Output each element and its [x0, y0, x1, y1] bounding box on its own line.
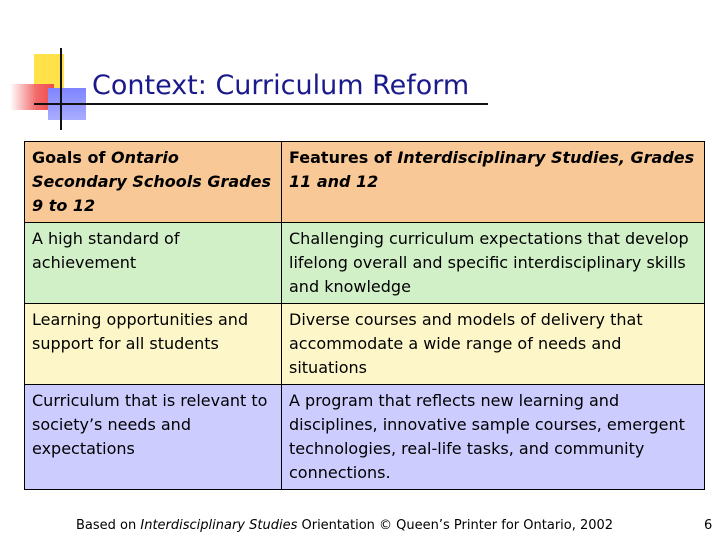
header-goals-cell: [25, 142, 282, 223]
goal-cell: Learning opportunities and support for all students: [25, 304, 282, 385]
curriculum-table: [24, 141, 705, 490]
header-goals-italic: Ontario Secondary Schools Grades 9 to 12: [32, 148, 271, 215]
source-citation: [76, 518, 613, 533]
citation-italic: Interdisciplinary Studies: [140, 518, 298, 533]
feature-cell: Challenging curriculum expectations that develop lifelong overall and specific interdisciplinary skills and knowledge: [282, 223, 705, 304]
feature-cell: Diverse courses and models of delivery that accommodate a wide range of needs and situations: [282, 304, 705, 385]
page-number: 6: [704, 518, 713, 533]
header-features-prefix: Features of: [289, 148, 398, 167]
citation-prefix: Based on: [76, 518, 141, 533]
header-features-cell: [282, 142, 705, 223]
title-underline-rule: [34, 103, 488, 105]
slide-title: Context: Curriculum Reform: [92, 70, 470, 101]
table-row: [25, 385, 705, 490]
table-header-row: [25, 142, 705, 223]
citation-suffix: Orientation © Queen’s Printer for Ontario, 2002: [297, 518, 614, 533]
header-features-italic: Interdisciplinary Studies, Grades 11 and 12: [289, 148, 695, 191]
table-row: [25, 223, 705, 304]
header-goals-prefix: Goals of: [32, 148, 112, 167]
slide-logo-decoration: [0, 0, 100, 140]
goal-cell: Curriculum that is relevant to society’s needs and expectations: [25, 385, 282, 490]
feature-cell: A program that reflects new learning and disciplines, innovative sample courses, emergent technologies, real-life tasks, and community connections.: [282, 385, 705, 490]
table-row: [25, 304, 705, 385]
vertical-rule: [60, 48, 62, 130]
goal-cell: A high standard of achievement: [25, 223, 282, 304]
